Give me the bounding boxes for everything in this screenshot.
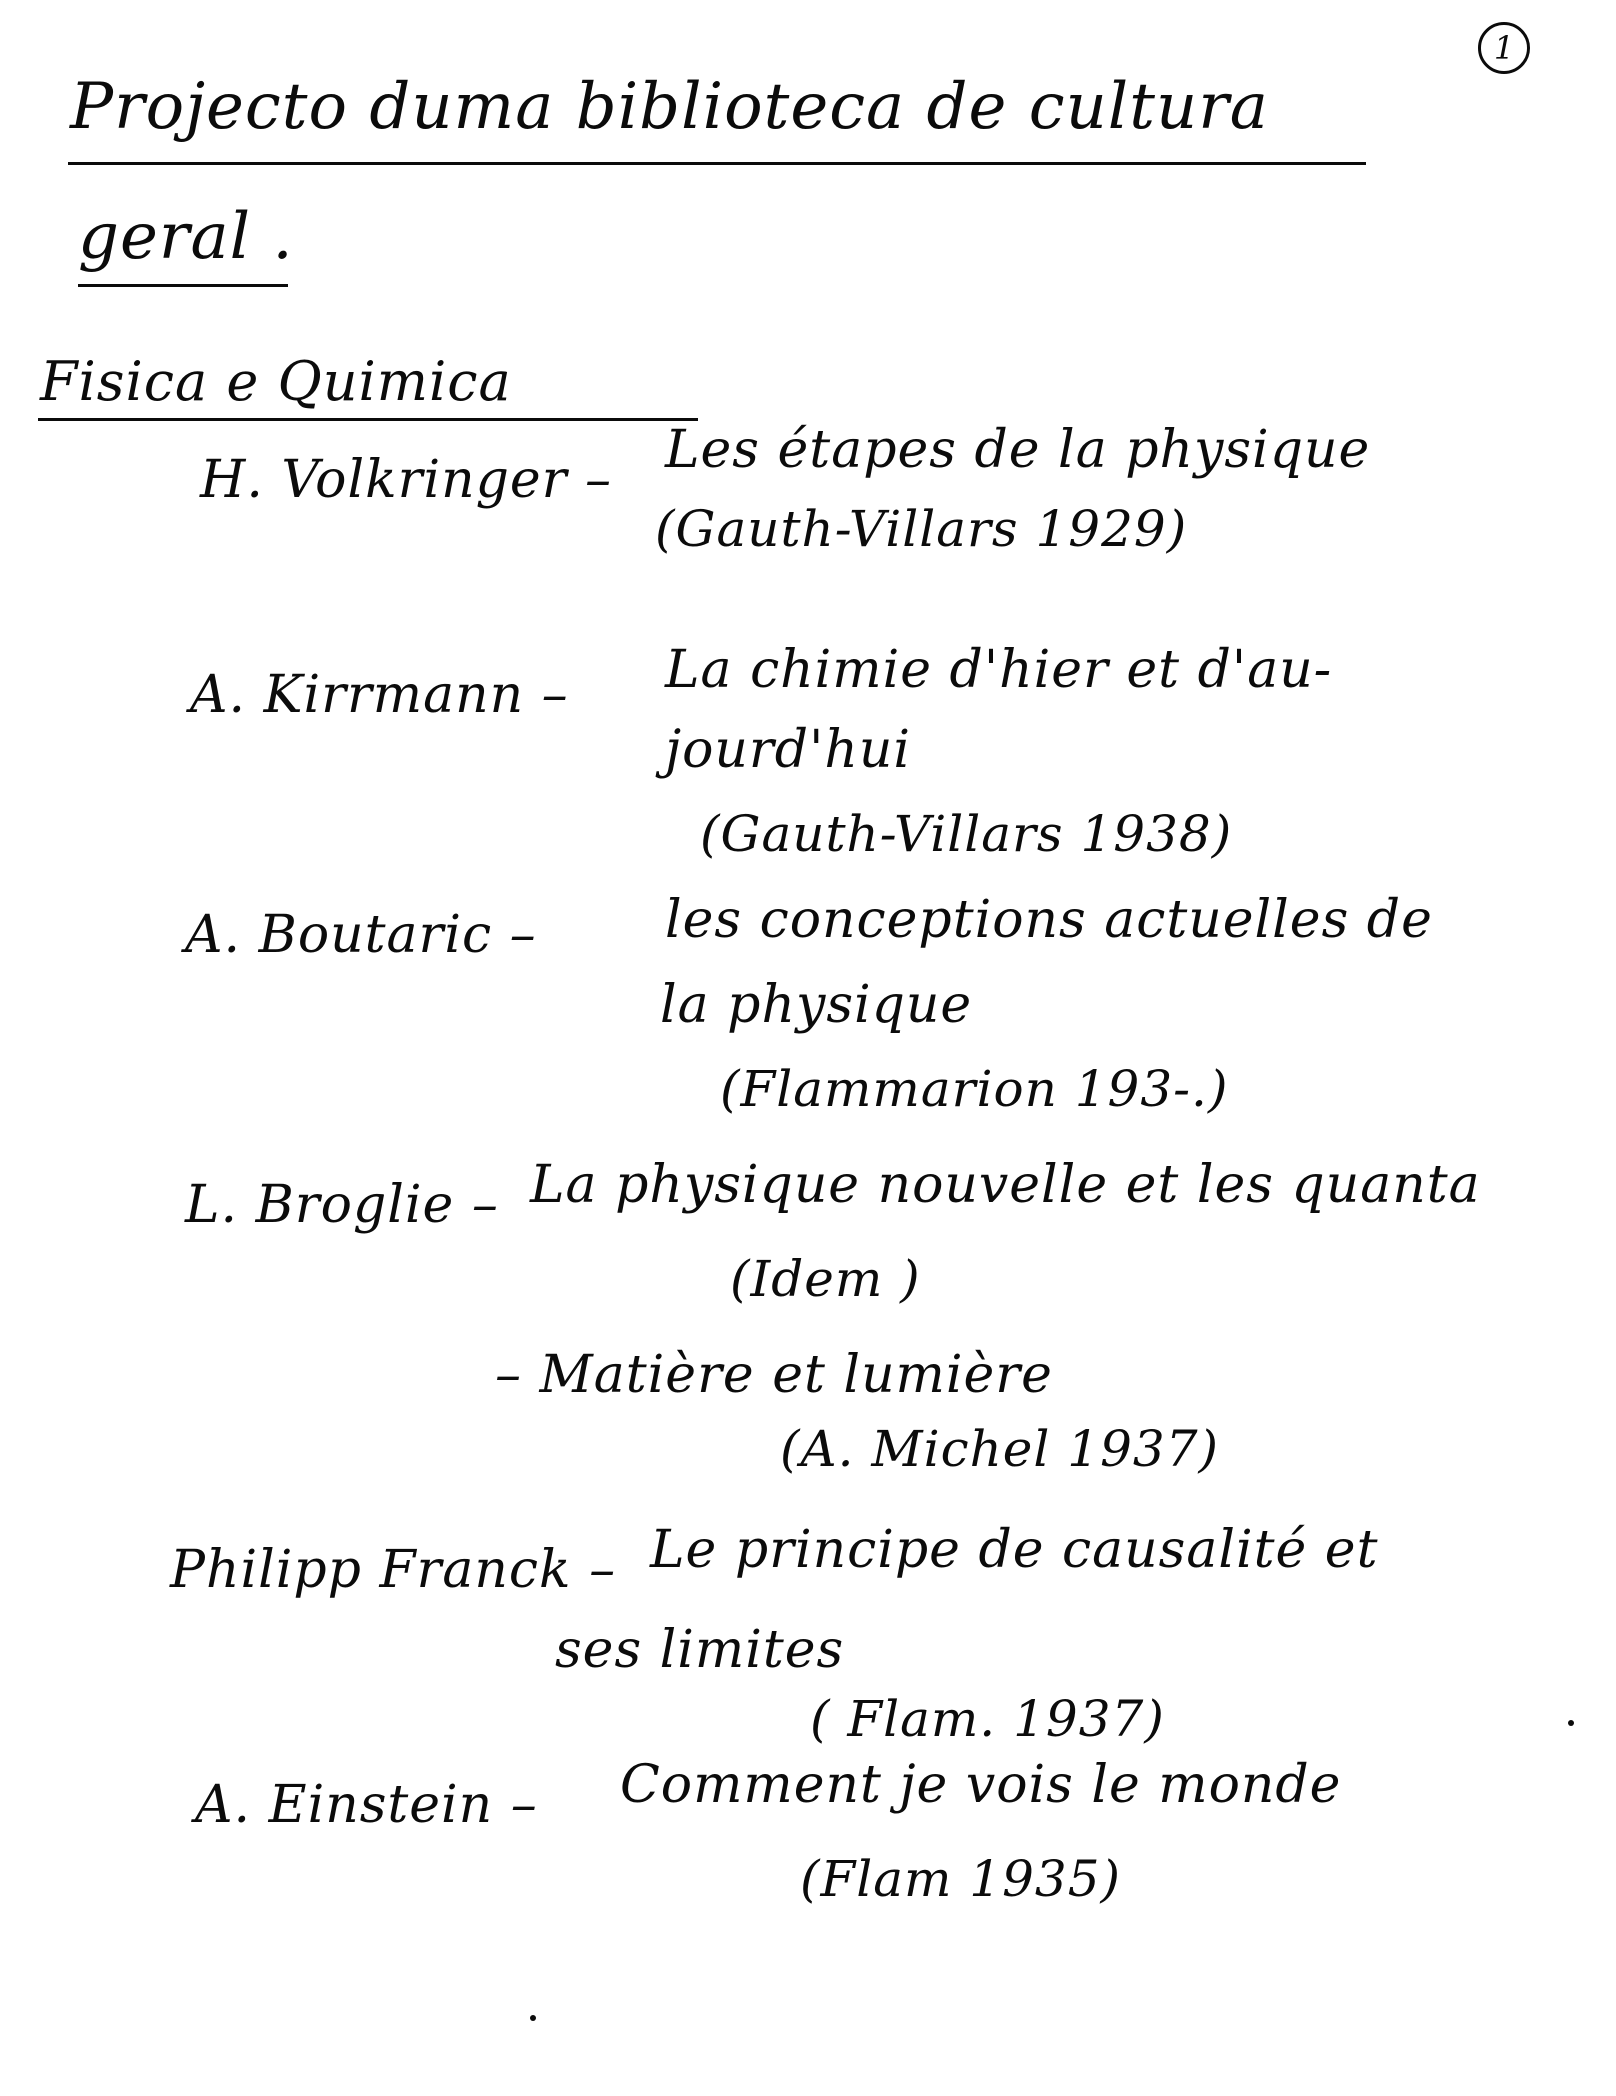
entry-publisher: (Flammarion 193-.)	[720, 1060, 1229, 1118]
entry-author: A. Einstein –	[195, 1775, 538, 1835]
entry-publisher: (Flam 1935)	[800, 1850, 1122, 1908]
entry-title: Comment je vois le monde	[620, 1755, 1342, 1815]
entry-publisher: (A. Michel 1937)	[780, 1420, 1220, 1478]
ink-speck	[530, 2015, 536, 2021]
entry-publisher: (Idem )	[730, 1250, 921, 1308]
entry-author: Philipp Franck –	[170, 1540, 617, 1600]
entry-title-continued: la physique	[660, 975, 973, 1035]
entry-title-continued: ses limites	[555, 1620, 845, 1680]
entry-title: Le principe de causalité et	[650, 1520, 1379, 1580]
section-heading: Fisica e Quimica	[40, 350, 512, 413]
entry-title: les conceptions actuelles de	[665, 890, 1433, 950]
page-number: 1	[1478, 22, 1530, 74]
document-title-line1: Projecto duma biblioteca de cultura	[70, 70, 1269, 144]
entry-publisher: (Gauth-Villars 1929)	[655, 500, 1188, 558]
entry-title: – Matière et lumière	[495, 1345, 1053, 1405]
entry-publisher: (Gauth-Villars 1938)	[700, 805, 1233, 863]
entry-title: Les étapes de la physique	[665, 420, 1371, 480]
document-title-line2: geral .	[78, 200, 294, 274]
title-line2-underline	[78, 284, 288, 287]
entry-publisher: ( Flam. 1937)	[810, 1690, 1165, 1748]
entry-title: La chimie d'hier et d'au-	[665, 640, 1333, 700]
entry-title-continued: jourd'hui	[665, 720, 911, 780]
entry-author: A. Kirrmann –	[190, 665, 569, 725]
entry-author: L. Broglie –	[185, 1175, 499, 1235]
entry-title: La physique nouvelle et les quanta	[530, 1155, 1481, 1215]
entry-author: A. Boutaric –	[185, 905, 537, 965]
title-underline	[68, 162, 1366, 165]
entry-author: H. Volkringer –	[200, 450, 613, 510]
ink-speck	[1568, 1720, 1574, 1726]
section-underline	[38, 418, 698, 421]
